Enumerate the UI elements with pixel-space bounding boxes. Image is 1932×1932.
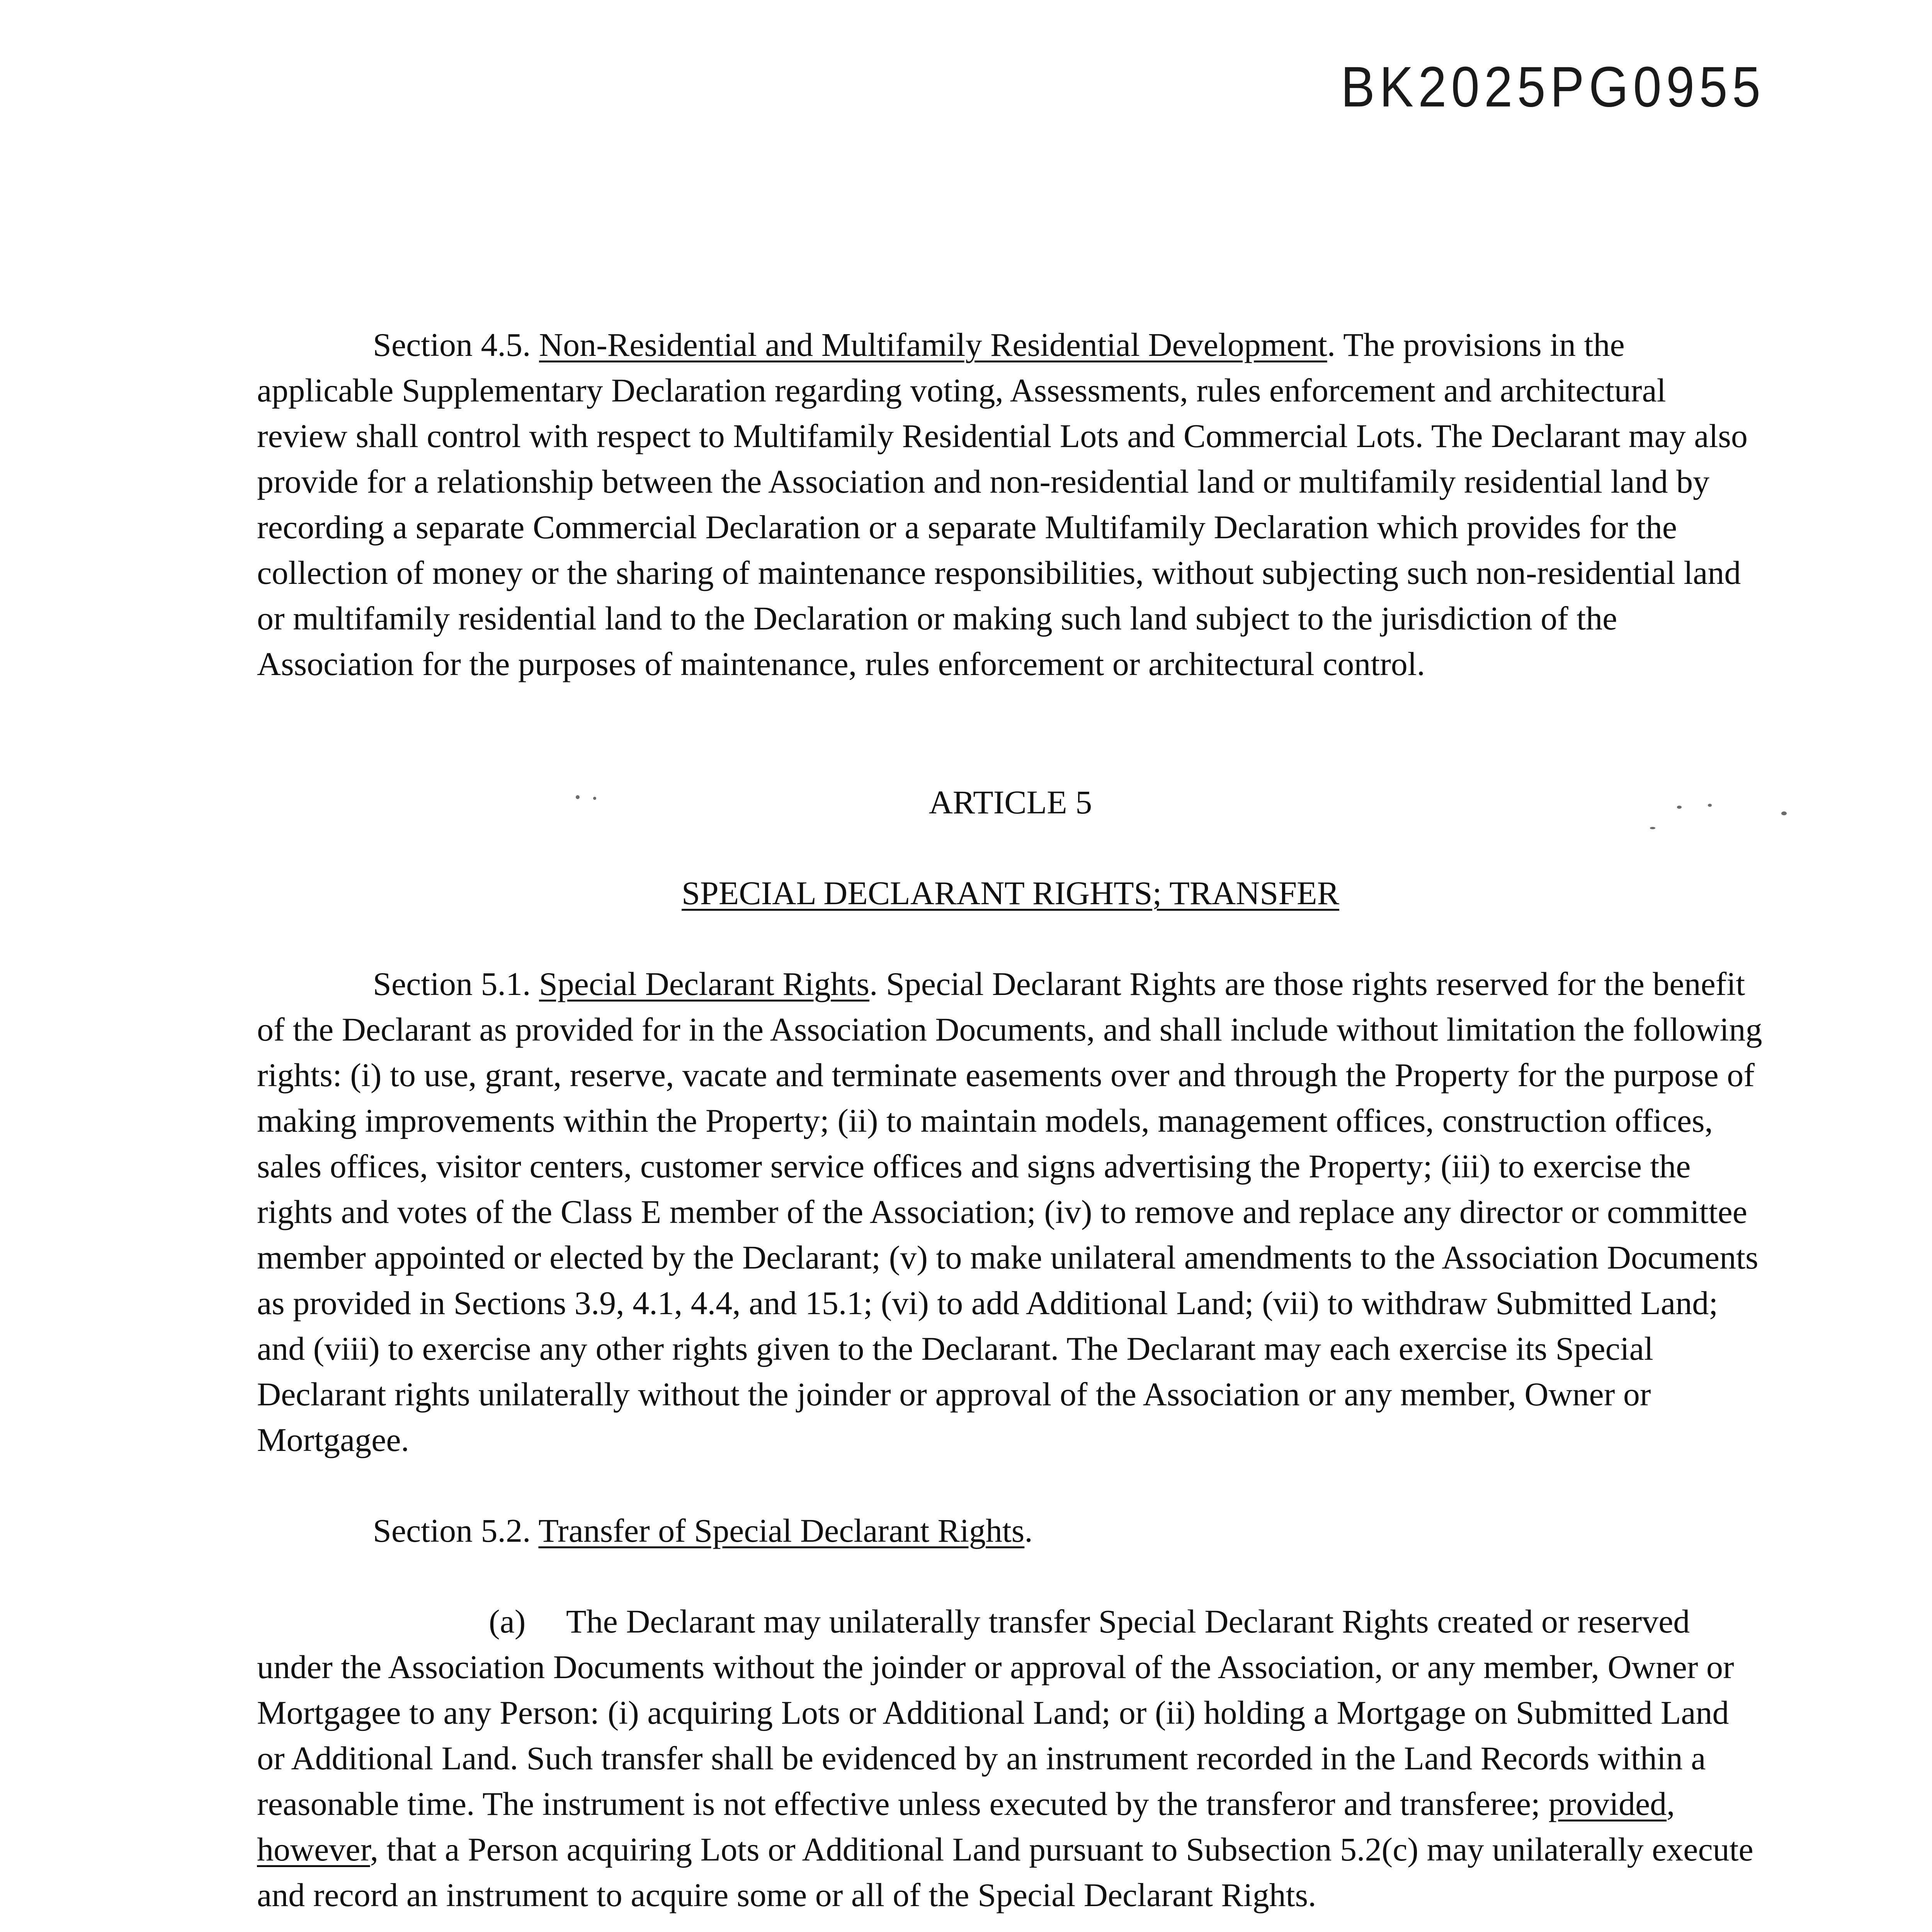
section-4-5-heading: Non-Residential and Multifamily Residential Development <box>539 326 1327 363</box>
scan-speck <box>576 795 580 799</box>
scan-speck <box>1677 806 1682 809</box>
section-5-2-a-paragraph <box>257 1599 1764 1918</box>
section-5-2-trailing: . <box>1024 1512 1033 1549</box>
scan-speck <box>1781 811 1787 815</box>
article-title <box>257 870 1764 916</box>
provided-term: provided <box>1548 1785 1667 1822</box>
section-5-2-heading-line <box>257 1508 1764 1553</box>
subsection-a-body-after: , that a Person acquiring Lots or Additional Land pursuant to Subsection 5.2(c) may unilaterally execute and record an instrument to acquire some or all of the Special Declarant Rights. <box>257 1831 1753 1913</box>
scan-speck <box>1708 804 1712 807</box>
scan-speck <box>593 797 596 800</box>
subsection-a-body-before: The Declarant may unilaterally transfer Special Declarant Rights created or reserved under the Association Documents without the joinder or approval of the Association, or any member, Owner or Mortgagee to any Person: (i) acquiring Lots or Additional Land; or (ii) holding a Mortgage on Submitted Land or Additional Land. Such transfer shall be evidenced by an instrument recorded in the Land Records within a reasonable time. The instrument is not effective unless executed by the transferor and transferee; <box>257 1603 1734 1822</box>
book-page-stamp: BK2025PG0955 <box>1341 55 1765 119</box>
scan-speck <box>1650 827 1655 829</box>
however-term: however <box>257 1831 370 1868</box>
section-4-5-body: . The provisions in the applicable Supplementary Declaration regarding voting, Assessments, rules enforcement and architectural review shall control with respect to Multifamily Residential Lots and Commercial Lots. The Declarant may also provide for a relationship between the Association and non-residential land or multifamily residential land by recording a separate Commercial Declaration or a separate Multifamily Declaration which provides for the collection of money or the sharing of maintenance responsibilities, without subjecting such non-residential land or multifamily residential land to the Declaration or making such land subject to the jurisdiction of the Association for the purposes of maintenance, rules enforcement or architectural control. <box>257 326 1748 682</box>
section-5-1-paragraph <box>257 961 1764 1463</box>
section-5-2-heading: Transfer of Special Declarant Rights <box>538 1512 1025 1549</box>
section-4-5-paragraph <box>257 322 1764 687</box>
section-5-2-number: Section 5.2. <box>373 1512 531 1549</box>
section-4-5-number: Section 4.5. <box>373 326 531 363</box>
document-body <box>257 322 1764 1932</box>
article-title-text: SPECIAL DECLARANT RIGHTS; TRANSFER <box>682 874 1339 912</box>
section-5-1-number: Section 5.1. <box>373 965 531 1002</box>
section-5-1-body: . Special Declarant Rights are those rights reserved for the benefit of the Declarant as provided for in the Association Documents, and shall include without limitation the following rights: (i) to use, grant, reserve, vacate and terminate easements over and through the Property for the purpose of making improvements within the Property; (ii) to maintain models, management offices, construction offices, sales offices, visitor centers, customer service offices and signs advertising the Property; (iii) to exercise the rights and votes of the Class E member of the Association; (iv) to remove and replace any director or committee member appointed or elected by the Declarant; (v) to make unilateral amendments to the Association Documents as provided in Sections 3.9, 4.1, 4.4, and 15.1; (vi) to add Additional Land; (vii) to withdraw Submitted Land; and (viii) to exercise any other rights given to the Declarant. The Declarant may each exercise its Special Declarant rights unilaterally without the joinder or approval of the Association or any member, Owner or Mortgagee. <box>257 965 1762 1458</box>
subsection-a-label: (a) <box>489 1603 526 1640</box>
section-5-1-heading: Special Declarant Rights <box>539 965 869 1002</box>
provided-comma: , <box>1667 1785 1675 1822</box>
article-heading: ARTICLE 5 <box>929 784 1092 821</box>
